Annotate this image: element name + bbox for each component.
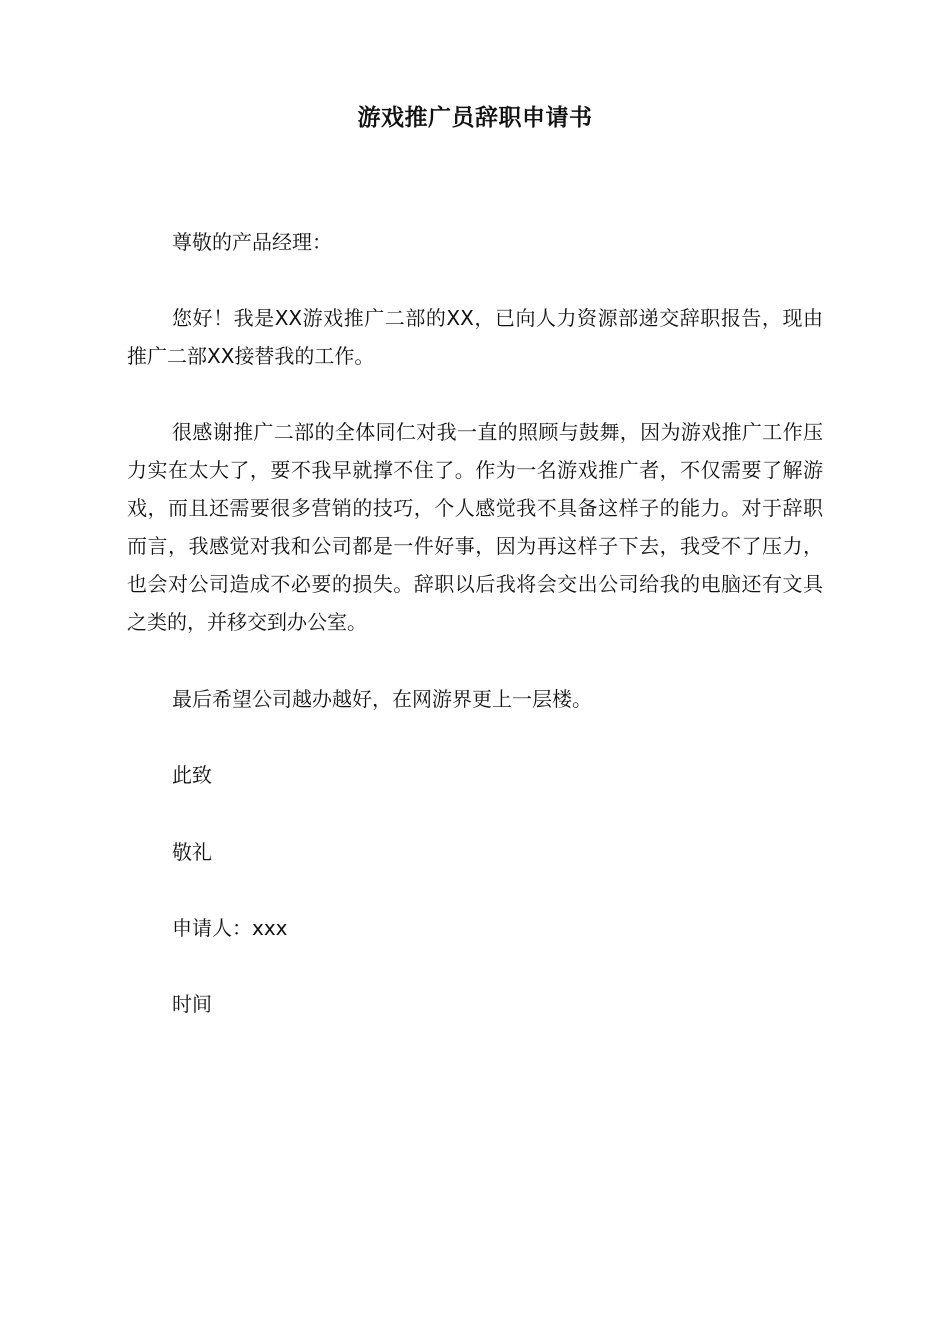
closing-line: 敬礼 [172, 840, 212, 864]
applicant-signature: 申请人：xxx [172, 916, 288, 940]
body-paragraph: 很感谢推广二部的全体同仁对我一直的照顾与鼓舞，因为游戏推广工作压力实在太大了，要不我早就撑不住了。作为一名游戏推广者，不仅需要了解游戏，而且还需要很多营销的技巧，个人感觉我不具备这样子的能力。对于辞职而言，我感觉对我和公司都是一件好事，因为再这样子下去，我受不了压力，也会对公司造成不必要的损失。辞职以后我将会交出公司给我的电脑还有文具之类的，并移交到办公室。 [127, 420, 823, 634]
body-paragraph: 最后希望公司越办越好，在网游界更上一层楼。 [172, 687, 592, 711]
closing-line: 此致 [172, 763, 212, 787]
body-paragraph: 您好！我是XX游戏推广二部的XX，已向人力资源部递交辞职报告，现由推广二部XX接替我的工作。 [127, 306, 823, 368]
salutation: 尊敬的产品经理： [172, 230, 332, 254]
date-line: 时间 [172, 992, 212, 1016]
document-title: 游戏推广员辞职申请书 [357, 105, 593, 131]
